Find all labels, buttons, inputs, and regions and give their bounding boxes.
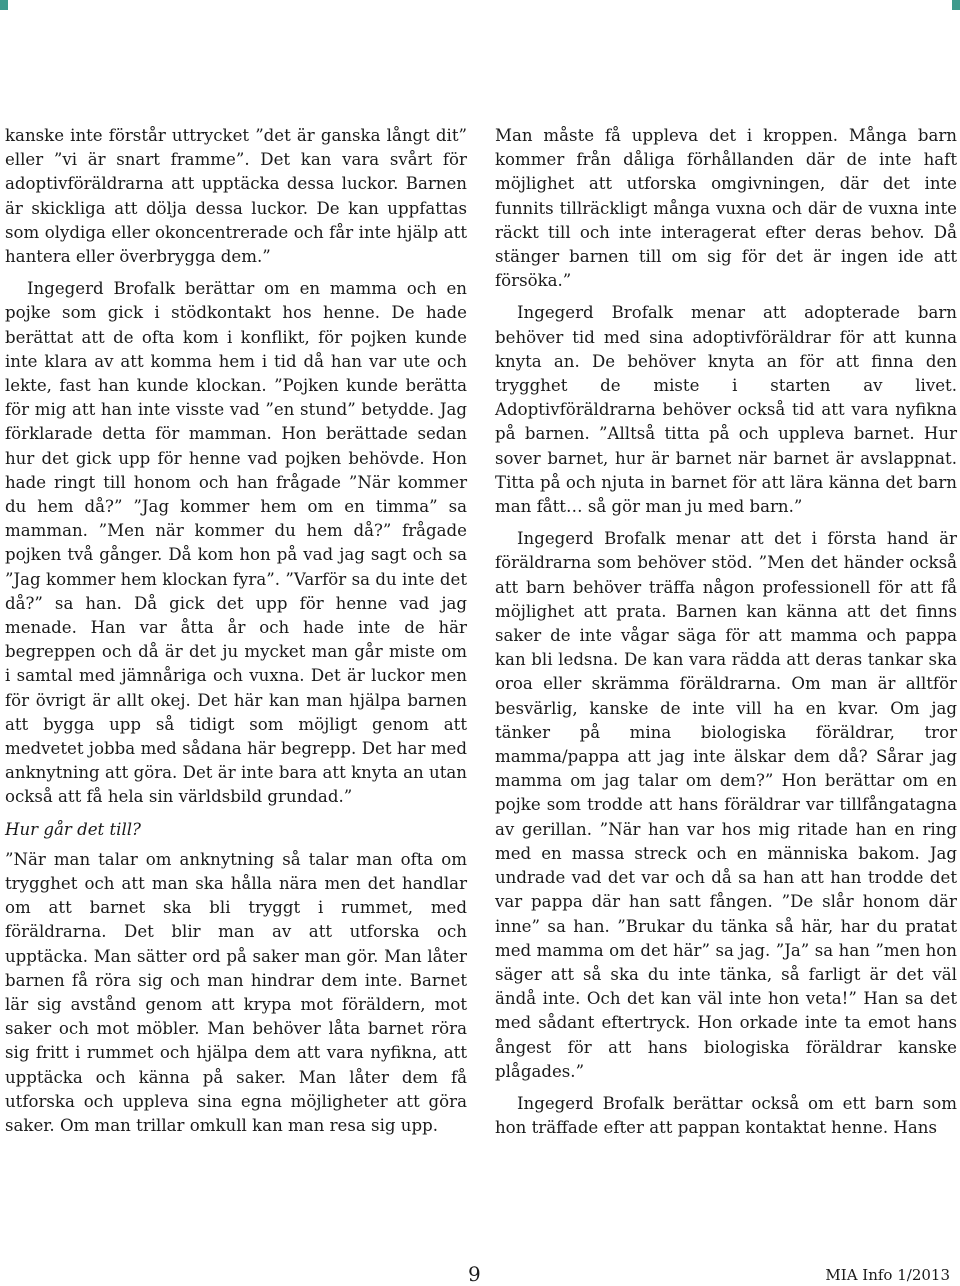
paragraph: Ingegerd Brofalk menar att det i första hand är föräldrarna som behöver stöd. ”Men det händer också att barn behöver träffa någon professionell för att få möjlighet att prata. Barnen kan känna att det finns saker de inte vågar säga för att mamma och pappa kan bli ledsna. De kan vara rädda att deras tankar ska oroa eller skrämma föräldrarna. Om man är alltför besvärlig, kanske de inte vill ha en kvar. Om jag tänker på mina biologiska föräldrar, tror mamma/pappa att jag inte älskar dem då? Sårar jag mamma om jag talar om dem?” Hon berättar om en pojke som trodde att hans föräldrar var tillfångatagna av gerillan. ”När han var hos mig ritade han en ring med en massa streck och en människa bakom. Jag undrade vad det var och då sa han att han trodde det var pappa där han satt fången. ”De slår honom där inne” sa han. ”Brukar du tänka så här, har du pratat med mamma om det här” sa jag. ”Ja” sa han ”men hon säger att så ska du inte tänka, så farligt är det väl ändå inte. Och det kan väl inte hon veta!” Han sa det med sådant eftertryck. Hon orkade inte ta emot hans ångest för att hans biologiska föräldrar kanske plågades.”	[495, 529, 957, 1081]
paragraph: kanske inte förstår uttrycket ”det är ganska långt dit” eller ”vi är snart framme”. Det kan vara svårt för adoptivföräldrarna att upptäcka dessa luckor. Barnen är skickliga att dölja dessa luckor. De kan uppfattas som olydiga eller okoncentrerade och får inte hjälp att hantera eller överbrygga dem.”	[5, 126, 467, 267]
page-footer	[0, 1262, 960, 1286]
corner-accent-left	[0, 0, 8, 10]
paragraph: Ingegerd Brofalk berättar om en mamma och en pojke som gick i stödkontakt hos henne. De hade berättat att de ofta kom i konflikt, för pojken kunde inte klara av att komma hem i tid då han var ute och lekte, fast han kunde klockan. ”Pojken kunde berätta för mig att han inte visste vad ”en stund” betydde. Jag förklarade detta för mamman. Hon berättade sedan hur det gick upp för henne vad pojken behövde. Hon hade ringt till honom och han frågade ”När kommer du hem då?” ”Jag kommer hem om en timma” sa mamman. ”Men när kommer du hem då?” frågade pojken två gånger. Då kom hon på vad jag sagt och sa ”Jag kommer hem klockan fyra”. ”Varför sa du inte det då?” sa han. Då gick det upp för henne vad jag menade. Han var åtta år och hade inte de här begreppen och då är det ju mycket man går miste om i samtal med jämnåriga och vuxna. Det är luckor men för övrigt är allt okej. Det här kan man hjälpa barnen att bygga upp så tidigt som möjligt genom att medvetet jobba med sådana här begrepp. Det har med anknytning att göra. Det är inte bara att knyta an utan också att få hela sin världsbild grundad.”	[5, 279, 467, 807]
paragraph: ”När man talar om anknytning så talar man ofta om trygghet och att man ska hålla nära men det handlar om att barnet ska bli tryggt i rummet, med föräldrarna. Det blir man av att utforska och upptäcka. Man sätter ord på saker man gör. Man låter barnen få röra sig och man hindrar dem inte. Barnet lär sig avstånd genom att krypa mot föräldern, mot saker och mot möbler. Man behöver låta barnet röra sig fritt i rummet och hjälpa dem att vara nyfikna, att upptäcka och känna på saker. Man låter dem få utforska och uppleva sina egna möjligheter att göra saker. Om man trillar omkull kan man resa sig upp.	[5, 849, 467, 1135]
publication-label: MIA Info 1/2013	[825, 1266, 950, 1284]
page-number: 9	[468, 1262, 481, 1286]
paragraph: Ingegerd Brofalk berättar också om ett barn som hon träffade efter att pappan kontaktat henne. Hans	[495, 1093, 957, 1138]
corner-accent-right	[952, 0, 960, 10]
paragraph: Ingegerd Brofalk menar att adopterade barn behöver tid med sina adoptivföräldrar för att kunna knyta an. De behöver knyta an för att finna den trygghet de miste i starten av livet. Adoptivföräldrarna behöver också tid att vara nyfikna på barnen. ”Alltså titta på och uppleva barnet. Hur sover barnet, hur är barnet när barnet är avslappnat. Titta på och njuta in barnet för att lära känna det barn man fått… så gör man ju med barn.”	[495, 303, 957, 517]
article-column-right	[495, 124, 957, 1148]
section-heading: Hur går det till?	[5, 819, 141, 839]
article-column-left	[5, 124, 467, 1146]
paragraph: Man måste få uppleva det i kroppen. Många barn kommer från dåliga förhållanden där de inte haft möjlighet att utforska omgivningen, där det inte funnits tillräckligt många vuxna och där de vuxna inte räckt till och inte interagerat efter deras behov. Då stänger barnen till om sig för det är ingen ide att försöka.”	[495, 126, 957, 291]
